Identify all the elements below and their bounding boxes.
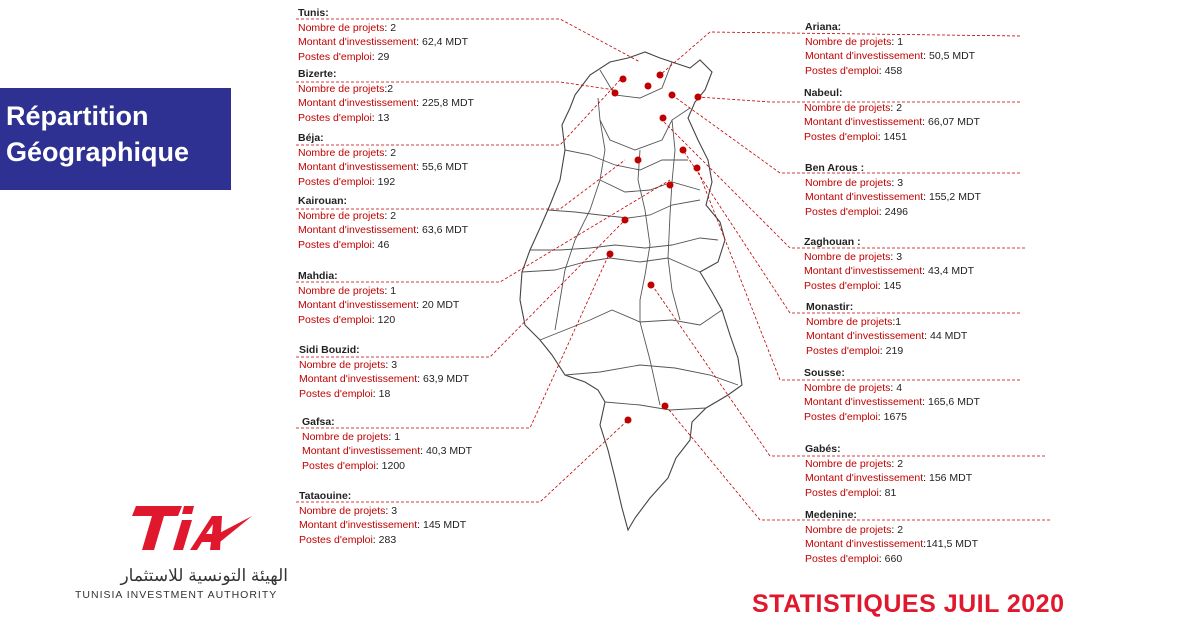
postes-label: Postes d'emploi — [298, 238, 372, 251]
projets-label: Nombre de projets — [804, 101, 891, 114]
projets-value: 3 — [897, 176, 904, 189]
montant-value: 63,9 MDT — [423, 373, 470, 385]
postes-value: 283 — [378, 533, 397, 546]
projets-label: Nombre de projets — [299, 358, 386, 371]
montant-value: 141,5 MDT — [926, 538, 979, 550]
region-tataouine: Tataouine: Nombre de projets: 3 Montant d'investissement: 145 MDT Postes d'emploi: 283 — [299, 490, 467, 546]
projets-label: Nombre de projets — [302, 430, 389, 443]
montant-label: Montant d'investissement — [298, 224, 417, 236]
tia-logo — [70, 498, 290, 608]
region-name: Gabés: — [805, 443, 841, 455]
postes-value: 120 — [377, 313, 396, 326]
logo-arabic-text: الهيئة التونسية للاستثمار — [120, 566, 288, 585]
montant-label: Montant d'investissement — [805, 538, 924, 550]
postes-value: 1675 — [883, 410, 907, 423]
montant-value: 40,3 MDT — [426, 445, 473, 457]
montant-value: 63,6 MDT — [422, 224, 469, 236]
region-ben-arous: Ben Arous : Nombre de projets: 3 Montant d'investissement: 155,2 MDT Postes d'emploi: 2496 — [805, 162, 981, 218]
projets-value: 1 — [394, 430, 401, 443]
region-name: Sousse: — [804, 367, 845, 379]
montant-value: 66,07 MDT — [928, 116, 980, 128]
montant-label: Montant d'investissement — [299, 373, 418, 385]
projets-label: Nombre de projets — [298, 209, 385, 222]
projets-value: 2 — [897, 457, 904, 470]
montant-value: 50,5 MDT — [929, 50, 976, 62]
title-line-2: Géographique — [6, 137, 190, 167]
footer-title: STATISTIQUES JUIL 2020 — [752, 590, 1065, 618]
postes-value: 13 — [377, 111, 390, 124]
postes-label: Postes d'emploi — [804, 410, 878, 423]
projets-value: 1 — [895, 315, 902, 328]
marker-medenine — [662, 403, 669, 410]
postes-value: 18 — [378, 387, 391, 400]
marker-monastir — [680, 147, 687, 154]
montant-label: Montant d'investissement — [299, 519, 418, 531]
projets-label: Nombre de projets — [298, 146, 385, 159]
region-mahdia: Mahdia: Nombre de projets: 1 Montant d'investissement: 20 MDT Postes d'emploi: 120 — [298, 270, 460, 326]
projets-label: Nombre de projets — [299, 504, 386, 517]
projets-value: 2 — [390, 146, 397, 159]
montant-value: 145 MDT — [423, 519, 467, 531]
montant-label: Montant d'investissement — [804, 265, 923, 277]
region-name: Ben Arous : — [805, 162, 865, 174]
postes-value: 1200 — [381, 459, 405, 472]
montant-label: Montant d'investissement — [804, 116, 923, 128]
montant-label: Montant d'investissement — [805, 191, 924, 203]
postes-label: Postes d'emploi — [804, 130, 878, 143]
postes-value: 29 — [377, 50, 390, 63]
region-gabes: Gabés: Nombre de projets: 2 Montant d'investissement: 156 MDT Postes d'emploi: 81 — [805, 443, 973, 499]
logo-english-text: TUNISIA INVESTMENT AUTHORITY — [75, 589, 278, 601]
region-name: Tataouine: — [299, 490, 352, 502]
region-name: Ariana: — [805, 21, 842, 33]
projets-label: Nombre de projets — [805, 35, 892, 48]
montant-label: Montant d'investissement — [804, 396, 923, 408]
projets-label: Nombre de projets — [804, 381, 891, 394]
marker-ariana — [645, 83, 652, 90]
projets-label: Nombre de projets — [804, 250, 891, 263]
projets-value: 2 — [387, 82, 394, 95]
marker-tataouine — [625, 417, 632, 424]
montant-value: 20 MDT — [422, 299, 460, 311]
marker-gabes — [648, 282, 655, 289]
tia-logo-mark — [70, 498, 260, 560]
region-bizerte: Bizerte: Nombre de projets:2 Montant d'investissement: 225,8 MDT Postes d'emploi: 13 — [298, 68, 474, 124]
region-name: Béja: — [298, 132, 324, 144]
projets-value: 2 — [897, 523, 904, 536]
postes-value: 660 — [884, 552, 903, 565]
region-name: Mahdia: — [298, 270, 338, 282]
montant-value: 165,6 MDT — [928, 396, 980, 408]
marker-beja — [612, 90, 619, 97]
region-name: Sidi Bouzid: — [299, 344, 360, 356]
postes-label: Postes d'emploi — [298, 313, 372, 326]
projets-value: 1 — [390, 284, 397, 297]
region-monastir: Monastir: Nombre de projets:1 Montant d'investissement: 44 MDT Postes d'emploi: 219 — [806, 301, 968, 357]
projets-label: Nombre de projets — [805, 176, 892, 189]
montant-value: 225,8 MDT — [422, 97, 474, 109]
postes-label: Postes d'emploi — [298, 175, 372, 188]
postes-label: Postes d'emploi — [804, 279, 878, 292]
region-name: Monastir: — [806, 301, 854, 313]
projets-label: Nombre de projets — [298, 21, 385, 34]
region-gafsa: Gafsa: Nombre de projets: 1 Montant d'investissement: 40,3 MDT Postes d'emploi: 1200 — [302, 416, 473, 472]
montant-label: Montant d'investissement — [298, 97, 417, 109]
postes-label: Postes d'emploi — [299, 533, 373, 546]
region-name: Medenine: — [805, 509, 857, 521]
postes-value: 458 — [884, 64, 903, 77]
postes-value: 1451 — [883, 130, 907, 143]
projets-value: 2 — [896, 101, 903, 114]
region-sidi-bouzid: Sidi Bouzid: Nombre de projets: 3 Montant d'investissement: 63,9 MDT Postes d'emploi: 18 — [299, 344, 470, 400]
postes-label: Postes d'emploi — [805, 205, 879, 218]
postes-value: 2496 — [884, 205, 908, 218]
montant-value: 55,6 MDT — [422, 161, 469, 173]
projets-label: Nombre de projets — [298, 82, 385, 95]
projets-value: 2 — [390, 209, 397, 222]
postes-label: Postes d'emploi — [806, 344, 880, 357]
region-medenine: Medenine: Nombre de projets: 2 Montant d'investissement:141,5 MDT Postes d'emploi: 660 — [805, 509, 979, 565]
postes-value: 81 — [884, 486, 897, 499]
montant-label: Montant d'investissement — [806, 330, 925, 342]
postes-label: Postes d'emploi — [298, 111, 372, 124]
region-name: Bizerte: — [298, 68, 337, 80]
region-name: Tunis: — [298, 7, 329, 19]
title-line-1: Répartition — [6, 101, 149, 131]
postes-value: 145 — [883, 279, 902, 292]
region-sousse: Sousse: Nombre de projets: 4 Montant d'investissement: 165,6 MDT Postes d'emploi: 1675 — [804, 367, 980, 423]
marker-sousse — [694, 165, 701, 172]
montant-label: Montant d'investissement — [302, 445, 421, 457]
postes-label: Postes d'emploi — [805, 552, 879, 565]
postes-label: Postes d'emploi — [302, 459, 376, 472]
region-name: Gafsa: — [302, 416, 335, 428]
marker-gafsa — [607, 251, 614, 258]
marker-tunis — [657, 72, 664, 79]
projets-value: 3 — [391, 504, 398, 517]
montant-label: Montant d'investissement — [298, 161, 417, 173]
projets-label: Nombre de projets — [805, 523, 892, 536]
montant-value: 43,4 MDT — [928, 265, 975, 277]
region-kairouan: Kairouan: Nombre de projets: 2 Montant d'investissement: 63,6 MDT Postes d'emploi: 46 — [298, 195, 469, 251]
projets-value: 4 — [896, 381, 903, 394]
postes-label: Postes d'emploi — [299, 387, 373, 400]
montant-value: 156 MDT — [929, 472, 973, 484]
postes-value: 46 — [377, 238, 390, 251]
montant-label: Montant d'investissement — [298, 36, 417, 48]
projets-value: 3 — [896, 250, 903, 263]
region-beja: Béja: Nombre de projets: 2 Montant d'investissement: 55,6 MDT Postes d'emploi: 192 — [298, 132, 469, 188]
projets-value: 3 — [391, 358, 398, 371]
postes-value: 219 — [885, 344, 904, 357]
projets-label: Nombre de projets — [298, 284, 385, 297]
postes-label: Postes d'emploi — [805, 486, 879, 499]
projets-label: Nombre de projets — [805, 457, 892, 470]
marker-kairouan — [635, 157, 642, 164]
marker-mahdia — [667, 182, 674, 189]
postes-label: Postes d'emploi — [805, 64, 879, 77]
montant-label: Montant d'investissement — [805, 472, 924, 484]
postes-value: 192 — [377, 175, 396, 188]
postes-label: Postes d'emploi — [298, 50, 372, 63]
region-tunis: Tunis: Nombre de projets: 2 Montant d'investissement: 62,4 MDT Postes d'emploi: 29 — [298, 7, 469, 63]
region-name: Nabeul: — [804, 87, 843, 99]
marker-bizerte — [620, 76, 627, 83]
region-name: Kairouan: — [298, 195, 348, 207]
region-ariana: Ariana: Nombre de projets: 1 Montant d'investissement: 50,5 MDT Postes d'emploi: 458 — [805, 21, 976, 77]
marker-nabeul — [695, 94, 702, 101]
projets-value: 2 — [390, 21, 397, 34]
montant-value: 62,4 MDT — [422, 36, 469, 48]
title-box — [0, 88, 231, 190]
montant-label: Montant d'investissement — [805, 50, 924, 62]
region-zaghouan: Zaghouan : Nombre de projets: 3 Montant d'investissement: 43,4 MDT Postes d'emploi: 145 — [804, 236, 975, 292]
montant-value: 155,2 MDT — [929, 191, 981, 203]
projets-value: 1 — [897, 35, 904, 48]
montant-value: 44 MDT — [930, 330, 968, 342]
region-nabeul: Nabeul: Nombre de projets: 2 Montant d'investissement: 66,07 MDT Postes d'emploi: 1451 — [804, 87, 980, 143]
projets-label: Nombre de projets — [806, 315, 893, 328]
region-name: Zaghouan : — [804, 236, 861, 248]
marker-sidi-bouzid — [622, 217, 629, 224]
marker-zaghouan — [660, 115, 667, 122]
montant-label: Montant d'investissement — [298, 299, 417, 311]
marker-ben-arous — [669, 92, 676, 99]
